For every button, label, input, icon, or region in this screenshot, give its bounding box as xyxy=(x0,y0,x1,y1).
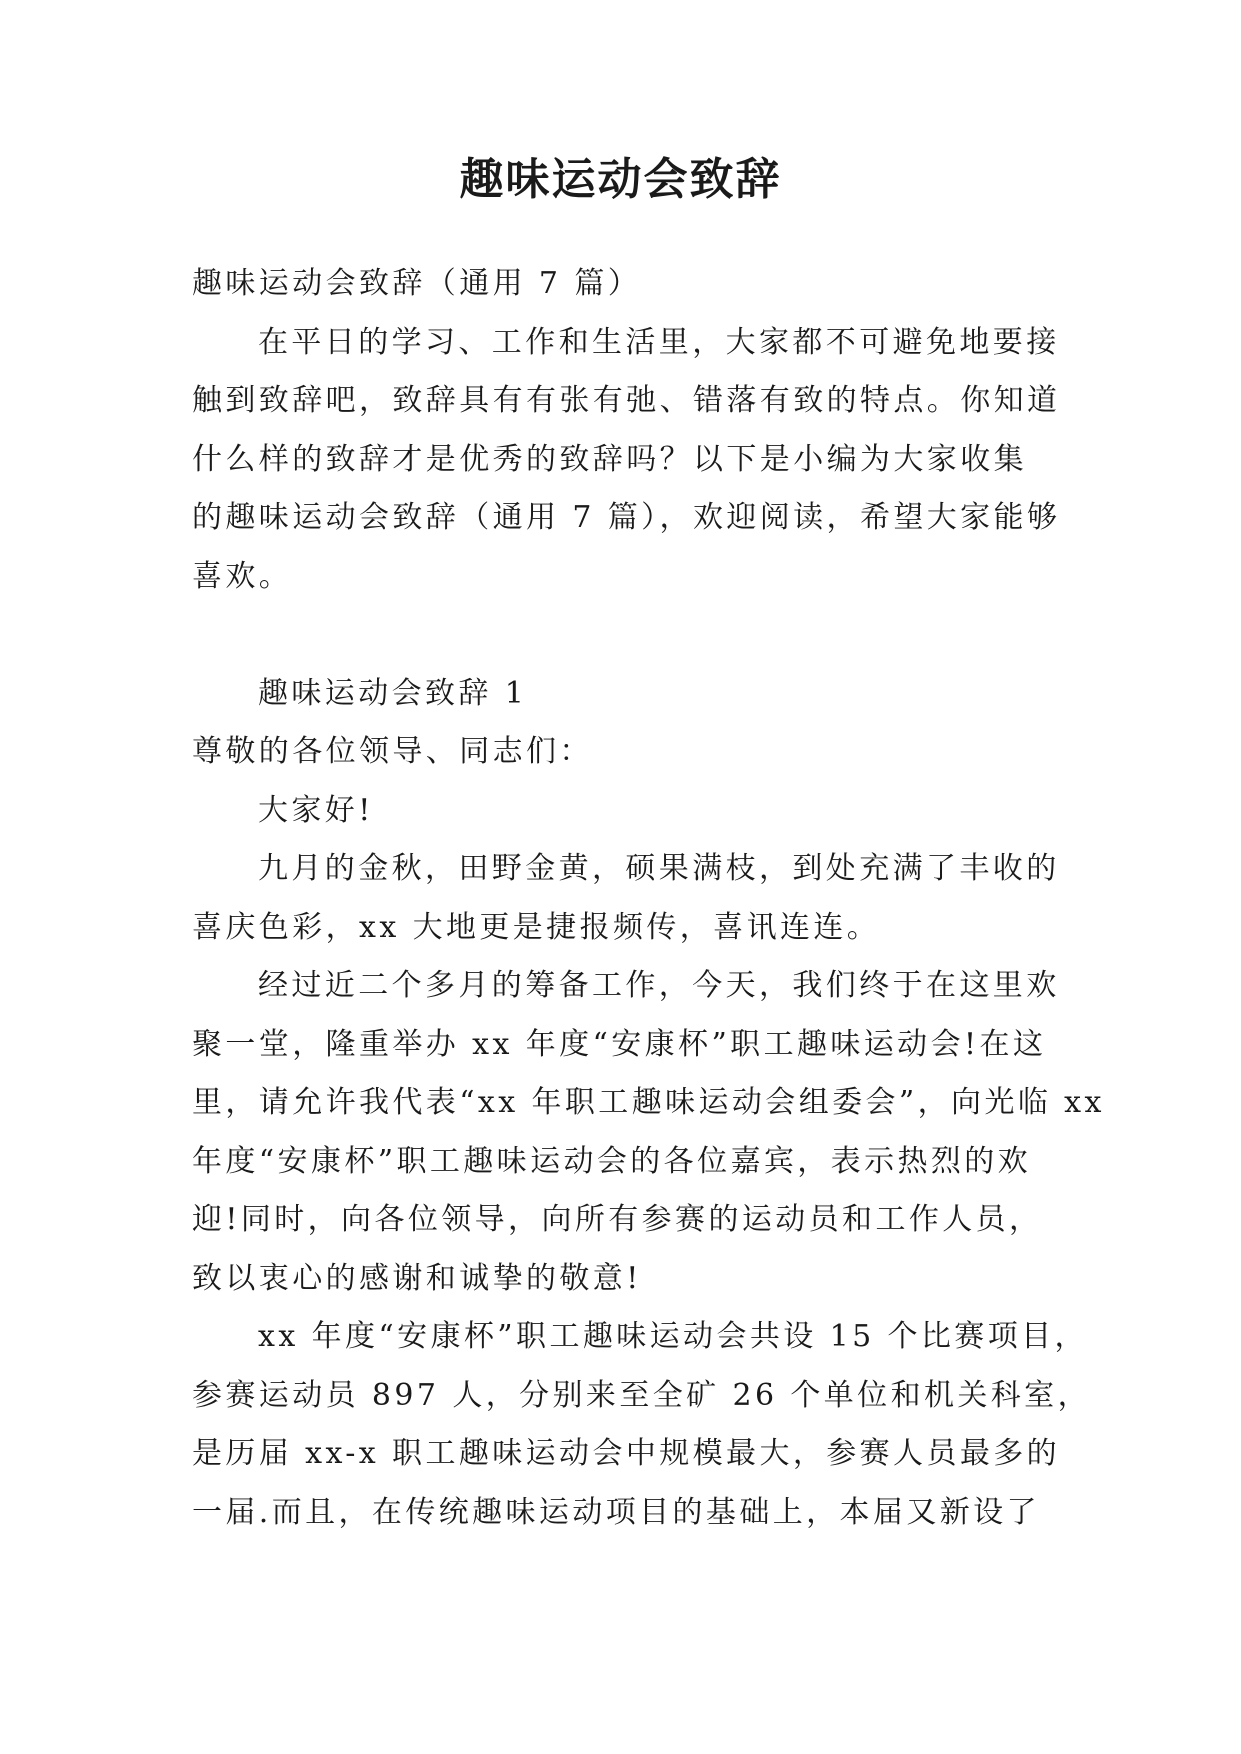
text-line: 什么样的致辞才是优秀的致辞吗？以下是小编为大家收集 xyxy=(192,441,1027,477)
text-line: 年度“安康杯”职工趣味运动会的各位嘉宾，表示热烈的欢 xyxy=(192,1143,1032,1179)
text-line: 迎!同时，向各位领导，向所有参赛的运动员和工作人员， xyxy=(192,1202,1043,1237)
text-line: 的趣味运动会致辞（通用 7 篇），欢迎阅读，希望大家能够 xyxy=(192,500,1061,535)
text-line: 经过近二个多月的筹备工作，今天，我们终于在这里欢 xyxy=(258,968,1060,1003)
text-line: 致以衷心的感谢和诚挚的敬意! xyxy=(192,1260,642,1296)
text-line: 九月的金秋，田野金黄，硕果满枝，到处充满了丰收的 xyxy=(258,851,1060,886)
text-line: 喜欢。 xyxy=(192,558,293,594)
text-line: 一届.而且，在传统趣味运动项目的基础上，本届又新设了 xyxy=(192,1494,1040,1530)
text-line: 尊敬的各位领导、同志们： xyxy=(192,734,593,769)
text-line: 是历届 xx-x 职工趣味运动会中规模最大，参赛人员最多的 xyxy=(192,1436,1061,1471)
text-line: 里，请允许我代表“xx 年职工趣味运动会组委会”，向光临 xx xyxy=(192,1085,1105,1120)
text-line: 在平日的学习、工作和生活里，大家都不可避免地要接 xyxy=(258,324,1060,360)
text-line: 聚一堂，隆重举办 xx 年度“安康杯”职工趣味运动会!在这 xyxy=(192,1026,1047,1062)
text-line: 触到致辞吧，致辞具有有张有弛、错落有致的特点。你知道 xyxy=(192,383,1061,418)
text-line: 大家好! xyxy=(258,792,374,828)
document-title: 趣味运动会致辞 xyxy=(459,154,782,205)
text-line: 趣味运动会致辞（通用 7 篇） xyxy=(192,266,642,301)
text-line: 参赛运动员 897 人，分别来至全矿 26 个单位和机关科室， xyxy=(192,1377,1091,1413)
text-line: xx 年度“安康杯”职工趣味运动会共设 15 个比赛项目， xyxy=(258,1319,1088,1354)
text-line: 喜庆色彩，xx 大地更是捷报频传，喜讯连连。 xyxy=(192,909,881,945)
text-line: 趣味运动会致辞 1 xyxy=(258,675,528,711)
blank-line xyxy=(192,606,1072,665)
document-body xyxy=(192,255,1105,1542)
